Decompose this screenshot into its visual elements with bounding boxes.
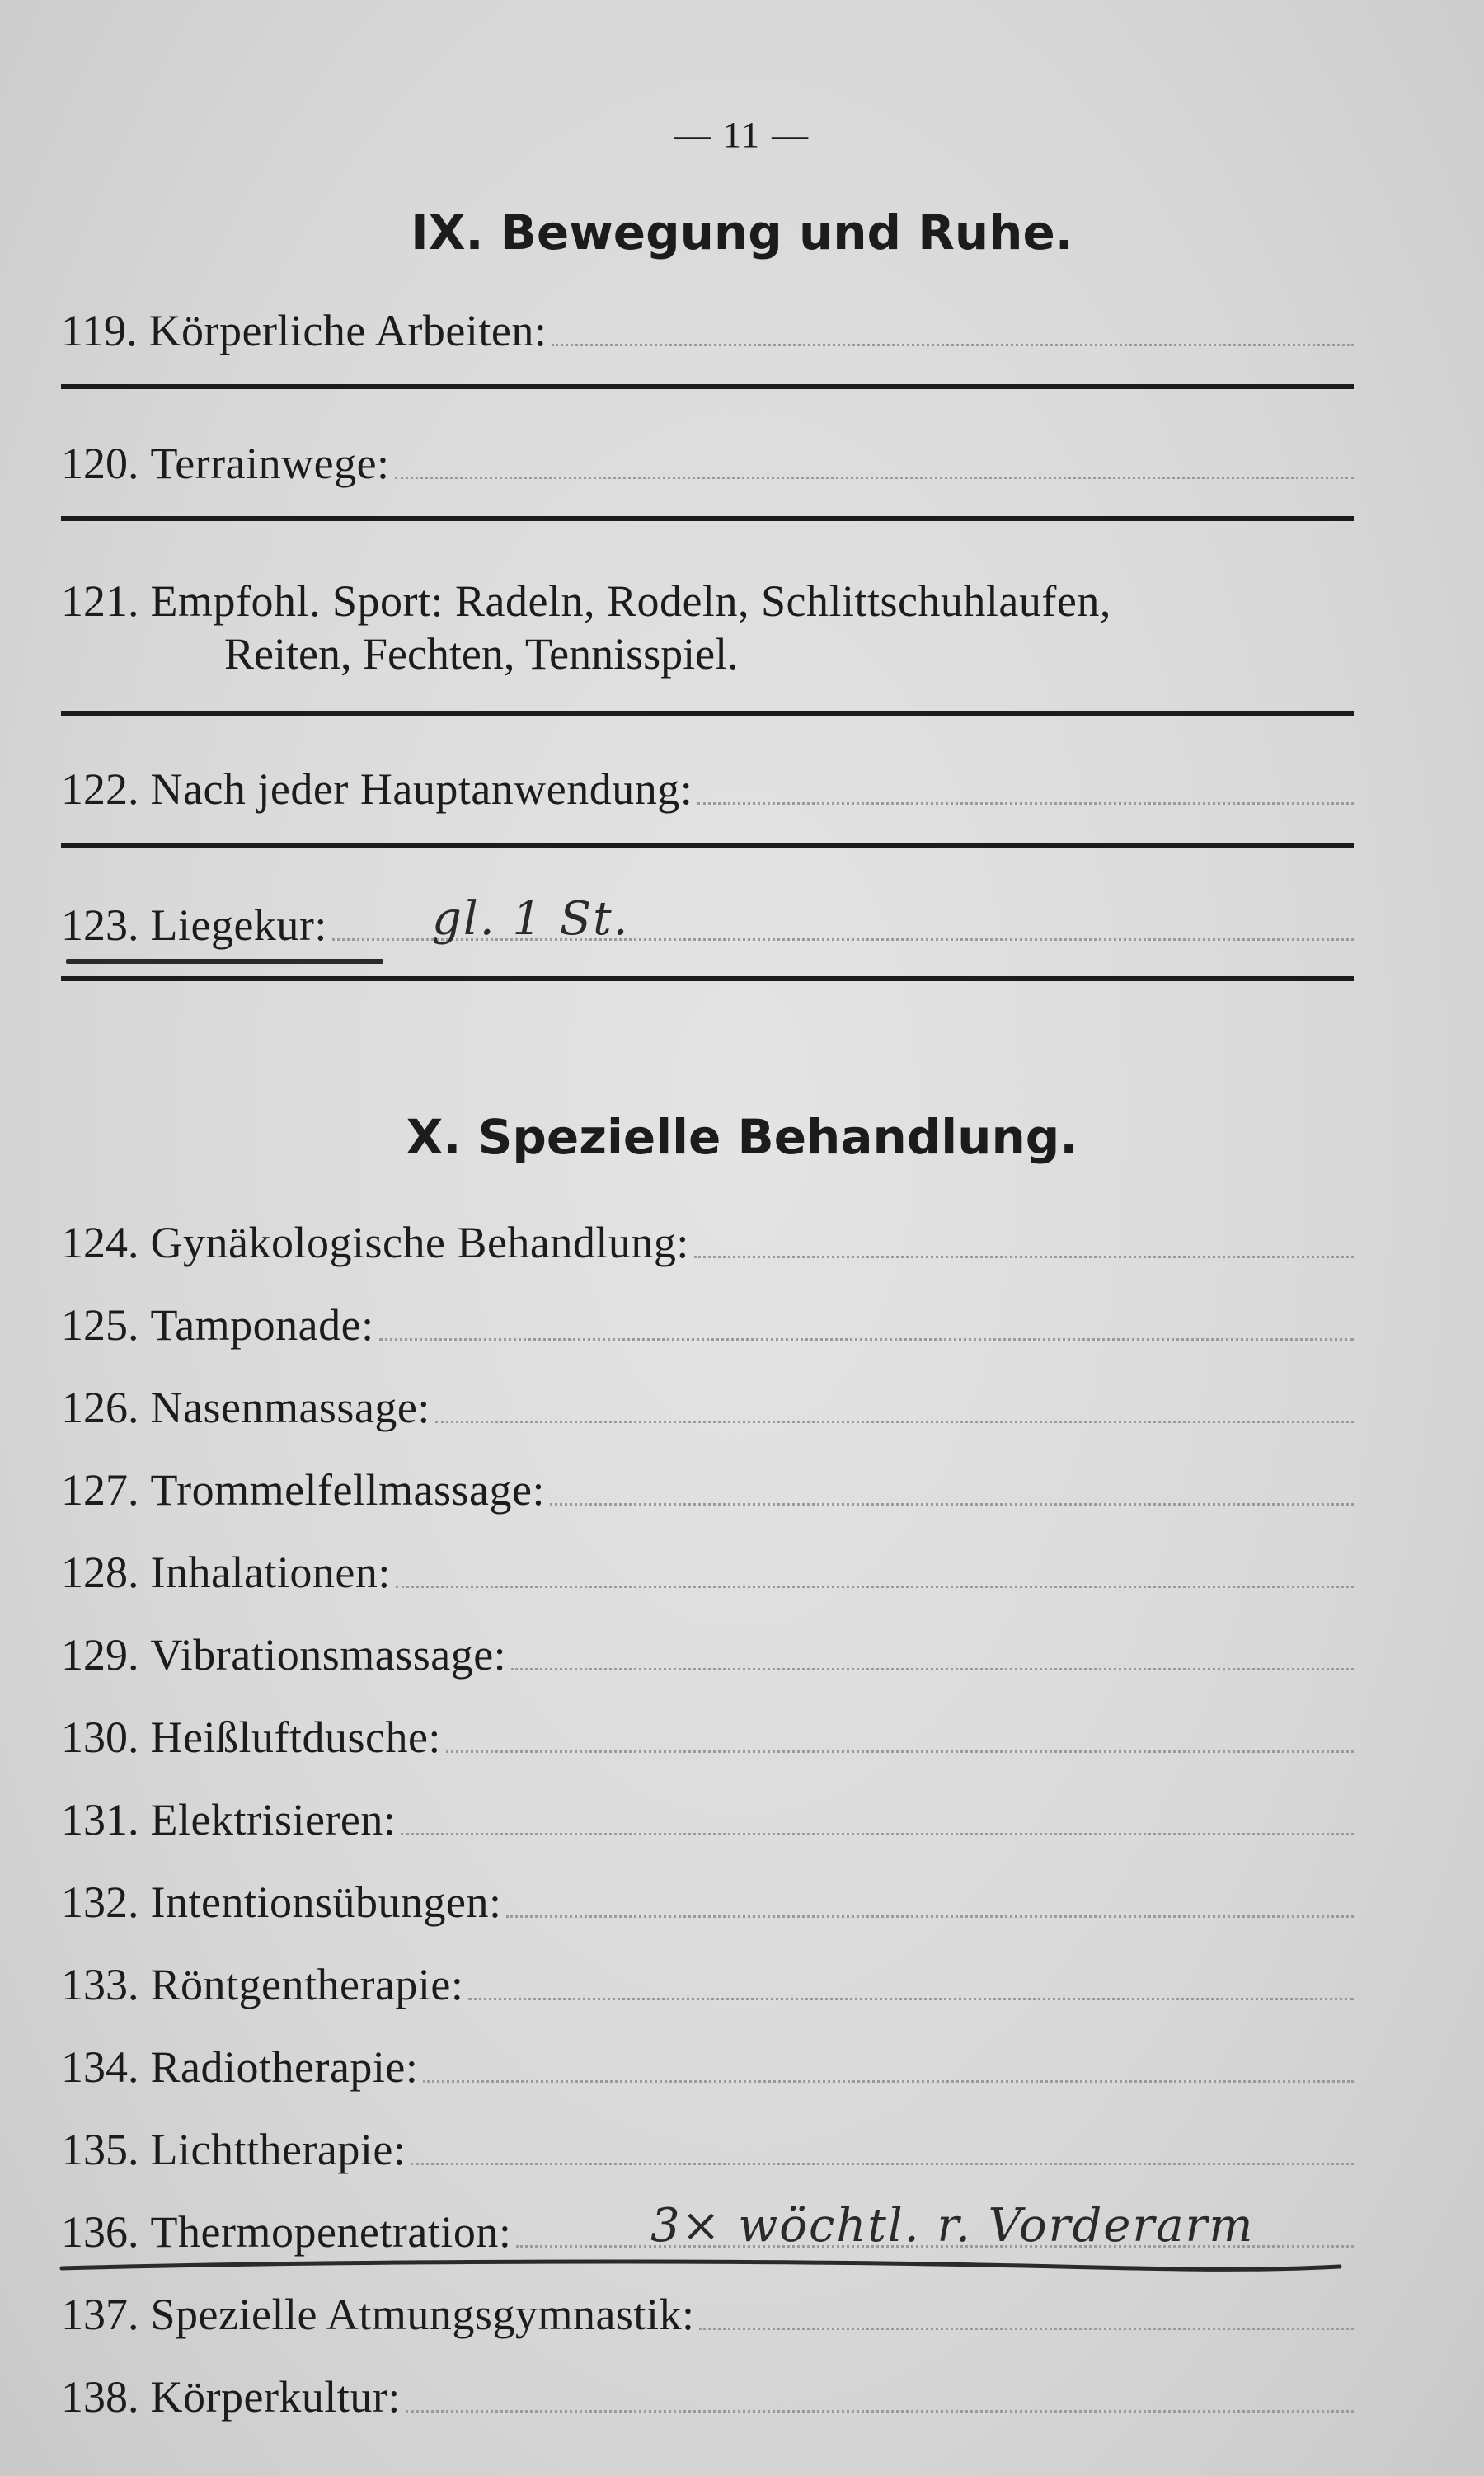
form-item-135[interactable] <box>61 2117 1354 2175</box>
item-label: Tamponade: <box>150 1300 374 1350</box>
dotted-entry-line[interactable] <box>411 2162 1354 2165</box>
separator-rule <box>61 843 1354 848</box>
item-label: Terrainwege: <box>150 439 390 488</box>
form-item-131[interactable] <box>61 1788 1354 1845</box>
item-label: Nach jeder Hauptanwendung: <box>150 764 693 814</box>
form-item-138[interactable] <box>61 2365 1354 2422</box>
item-label: Intentionsübungen: <box>150 1877 502 1927</box>
item-number: 125. <box>61 1300 139 1350</box>
dotted-entry-line[interactable] <box>396 1585 1354 1588</box>
form-item-123[interactable] <box>61 893 1354 951</box>
dotted-entry-line[interactable] <box>699 2327 1354 2330</box>
item-number: 126. <box>61 1383 139 1432</box>
item-label-continued: Reiten, Fechten, Tennisspiel. <box>224 629 739 679</box>
item-number: 124. <box>61 1218 139 1267</box>
dotted-entry-line[interactable] <box>552 343 1354 346</box>
item-number: 137. <box>61 2290 139 2339</box>
section-heading-ix: IX. Bewegung und Ruhe. <box>411 204 1073 261</box>
dotted-entry-line[interactable] <box>550 1502 1354 1506</box>
dotted-entry-line[interactable] <box>435 1420 1354 1423</box>
dotted-entry-line[interactable] <box>379 1337 1354 1341</box>
item-number: 119. <box>61 306 138 355</box>
separator-rule <box>61 976 1354 981</box>
item-number: 129. <box>61 1630 139 1680</box>
pen-underline <box>66 959 383 964</box>
form-item-129[interactable] <box>61 1623 1354 1680</box>
item-label: Radiotherapie: <box>150 2042 419 2092</box>
item-label: Heißluftdusche: <box>150 1713 441 1762</box>
dotted-entry-line[interactable] <box>694 1255 1354 1258</box>
pen-underline <box>58 2255 1344 2280</box>
form-item-132[interactable] <box>61 1870 1354 1928</box>
item-number: 128. <box>61 1548 139 1597</box>
item-label: Körperliche Arbeiten: <box>148 306 547 355</box>
item-number: 138. <box>61 2372 139 2422</box>
dotted-entry-line[interactable] <box>395 476 1354 479</box>
form-item-120[interactable] <box>61 431 1354 489</box>
form-item-125[interactable] <box>61 1293 1354 1351</box>
item-label: Vibrationsmassage: <box>150 1630 507 1680</box>
item-number: 131. <box>61 1795 139 1844</box>
item-number: 127. <box>61 1465 139 1515</box>
form-item-126[interactable] <box>61 1375 1354 1433</box>
form-item-122[interactable] <box>61 757 1354 815</box>
dotted-entry-line[interactable] <box>406 2409 1354 2413</box>
item-number: 120. <box>61 439 139 488</box>
dotted-entry-line[interactable] <box>506 1915 1354 1918</box>
item-number: 136. <box>61 2207 139 2257</box>
separator-rule <box>61 516 1354 521</box>
form-item-134[interactable] <box>61 2035 1354 2093</box>
dotted-entry-line[interactable] <box>511 1667 1354 1670</box>
form-item-121 <box>61 569 1354 627</box>
item-label: Lichttherapie: <box>150 2125 406 2174</box>
item-number: 122. <box>61 764 139 814</box>
dotted-entry-line[interactable] <box>423 2079 1354 2083</box>
item-label: Elektrisieren: <box>150 1795 397 1844</box>
dotted-entry-line[interactable] <box>468 1997 1354 2000</box>
item-number: 123. <box>61 900 139 950</box>
separator-rule <box>61 711 1354 716</box>
item-number: 121. <box>61 576 139 626</box>
item-number: 130. <box>61 1713 139 1762</box>
page-number: — 11 — <box>674 115 810 155</box>
dotted-entry-line[interactable] <box>446 1750 1354 1753</box>
item-label: Thermopenetration: <box>150 2207 512 2257</box>
item-number: 135. <box>61 2125 139 2174</box>
item-label: Spezielle Atmungsgymnastik: <box>150 2290 695 2339</box>
item-label: Trommelfellmassage: <box>150 1465 545 1515</box>
form-item-130[interactable] <box>61 1705 1354 1763</box>
form-item-128[interactable] <box>61 1540 1354 1598</box>
item-label: Liegekur: <box>150 900 327 950</box>
form-item-124[interactable] <box>61 1210 1354 1268</box>
form-item-137[interactable] <box>61 2282 1354 2340</box>
dotted-entry-line[interactable] <box>697 801 1354 805</box>
dotted-entry-line[interactable] <box>401 1832 1354 1835</box>
item-label: Röntgentherapie: <box>150 1960 464 2009</box>
form-item-127[interactable] <box>61 1458 1354 1515</box>
item-label: Inhalationen: <box>150 1548 391 1597</box>
section-heading-x: X. Spezielle Behandlung. <box>406 1109 1078 1165</box>
item-label: Nasenmassage: <box>150 1383 430 1432</box>
form-item-136[interactable] <box>61 2200 1354 2258</box>
handwritten-entry[interactable]: gl. 1 St. <box>432 892 630 946</box>
form-item-119[interactable] <box>61 298 1354 356</box>
form-item-133[interactable] <box>61 1952 1354 2010</box>
item-label: Körperkultur: <box>150 2372 401 2422</box>
separator-rule <box>61 384 1354 389</box>
item-number: 134. <box>61 2042 139 2092</box>
item-number: 132. <box>61 1877 139 1927</box>
item-label: Empfohl. Sport: Radeln, Rodeln, Schlittschuhlaufen, <box>150 576 1111 626</box>
handwritten-entry[interactable]: 3× wöchtl. r. Vorderarm <box>650 2199 1255 2253</box>
item-label: Gynäkologische Behandlung: <box>150 1218 689 1267</box>
item-number: 133. <box>61 1960 139 2009</box>
